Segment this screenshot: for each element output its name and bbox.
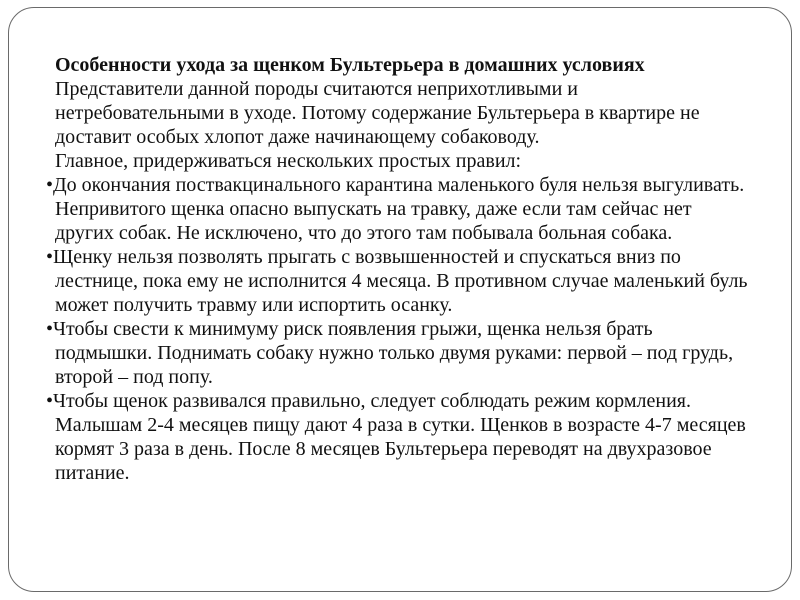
list-item	[46, 317, 749, 389]
list-item	[46, 389, 749, 485]
list-item-text: Чтобы свести к минимуму риск появления грыжи, щенка нельзя брать подмышки. Поднимать собаку нужно только двумя руками: первой – под грудь, второй – под попу.	[53, 318, 734, 388]
intro-paragraph: Представители данной породы считаются неприхотливыми и нетребовательными в уходе. Потому содержание Бультерьера в квартире не доставит особых хлопот даже начинающему собаководу.	[55, 78, 700, 148]
rules-list	[46, 173, 749, 485]
list-item-text: Щенку нельзя позволять прыгать с возвышенностей и спускаться вниз по лестнице, пока ему не исполнится 4 месяца. В противном случае маленький буль может получить травму или испортить осанку.	[53, 246, 748, 316]
list-item	[46, 245, 749, 317]
slide-text-block	[46, 53, 749, 485]
list-item-text: Чтобы щенок развивался правильно, следует соблюдать режим кормления. Малышам 2-4 месяцев пищу дают 4 раза в сутки. Щенков в возрасте 4-7 месяцев кормят 3 раза в день. После 8 месяцев Бультерьера переводят на двухразовое питание.	[53, 390, 746, 484]
bullet-marker: •	[46, 390, 54, 412]
bullet-marker: •	[46, 246, 54, 268]
bullet-marker: •	[46, 174, 54, 196]
bullet-marker: •	[46, 318, 54, 340]
rules-lead-paragraph: Главное, придерживаться нескольких простых правил:	[55, 150, 522, 172]
slide-title: Особенности ухода за щенком Бультерьера в домашних условиях	[55, 54, 645, 76]
list-item-text: До окончания поствакцинального карантина маленького буля нельзя выгуливать. Непривитого щенка опасно выпускать на травку, даже если там сейчас нет других собак. Не исключено, что до этого там побывала больная собака.	[53, 174, 745, 244]
list-item	[46, 173, 749, 245]
